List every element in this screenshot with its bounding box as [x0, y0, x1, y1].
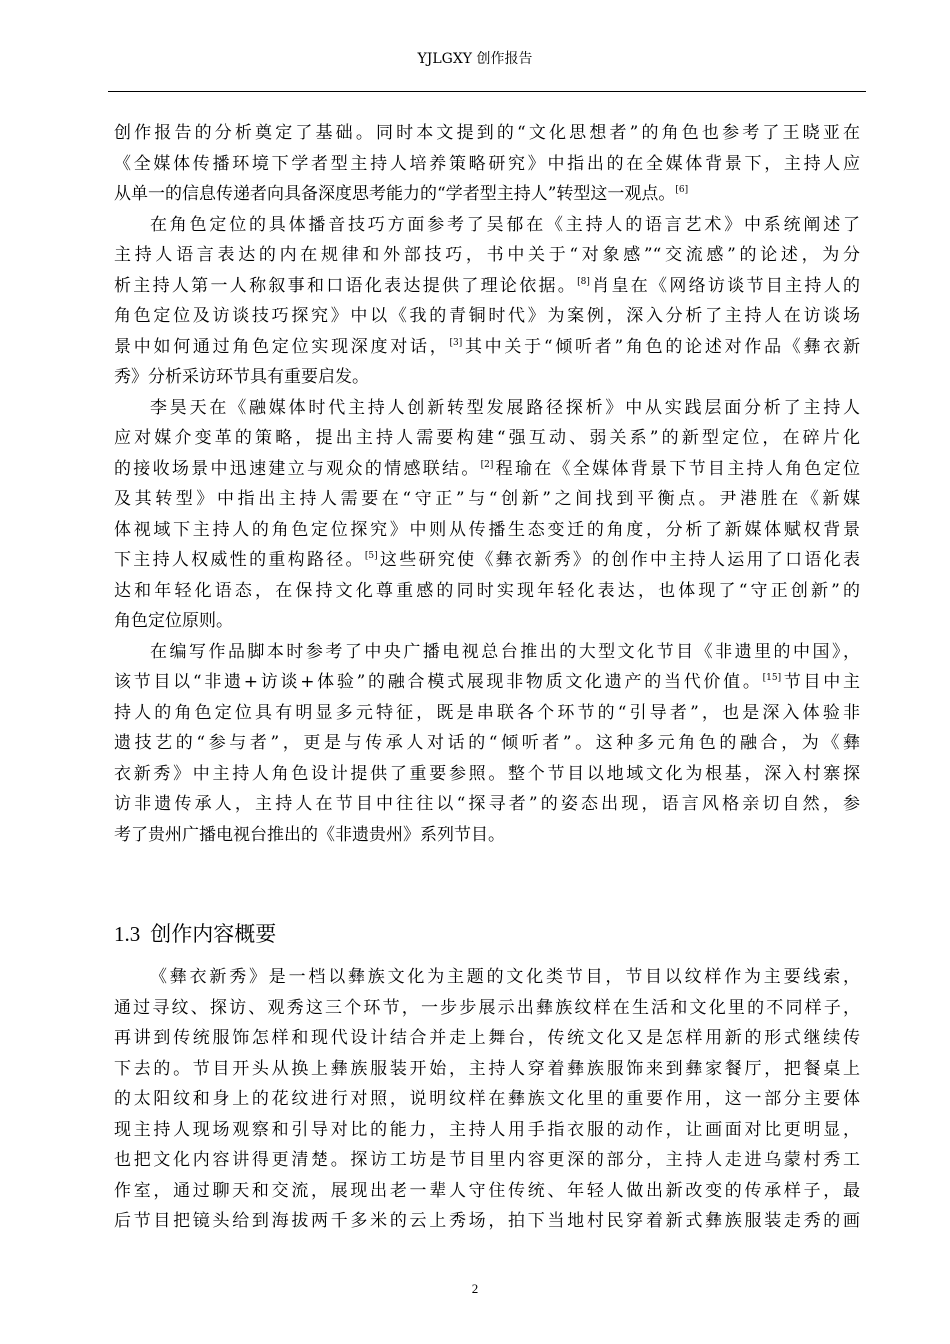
text-line — [114, 393, 860, 424]
citation-mark: [3] — [449, 337, 463, 348]
text-line — [114, 149, 860, 180]
citation-mark: [15] — [762, 673, 782, 683]
line-text: 再讲到传统服饰怎样和现代设计结合并走上舞台，传统文化又是怎样用新的形式继续传 — [114, 1028, 860, 1048]
citation-mark: [2] — [480, 459, 494, 470]
text-line — [114, 362, 860, 393]
line-text-continued: 节目中主 — [781, 672, 860, 692]
line-text: 也把文化内容讲得更清楚。探访工坊是节目里内容更深的部分，主持人走进乌蒙村秀工 — [114, 1150, 860, 1170]
citation-mark: [8] — [577, 276, 590, 287]
body-text-bottom — [114, 962, 860, 1237]
text-line — [114, 1084, 860, 1115]
text-line — [114, 515, 860, 546]
line-text: 体视域下主持人的角色定位探究》中则从传播生态变迁的角度，分析了新媒体赋权背景 — [114, 519, 860, 540]
line-text: 应对媒介变革的策略，提出主持人需要构建“强互动、弱关系”的新型定位，在碎片化 — [114, 428, 860, 448]
text-line — [114, 301, 860, 332]
text-line — [114, 759, 860, 790]
page-header: YJLGXY 创作报告 — [417, 51, 533, 67]
citation-mark: [6] — [675, 185, 689, 195]
line-text: 李昊天在《融媒体时代主持人创新转型发展路径探析》中从实践层面分析了主持人 — [150, 397, 860, 418]
line-text: 后节目把镜头给到海拔两千多米的云上秀场，拍下当地村民穿着新式彝族服装走秀的画 — [114, 1211, 860, 1231]
line-text: 下主持人权威性的重构路径。 — [114, 550, 365, 570]
text-line — [114, 820, 860, 851]
body-text-top — [114, 118, 860, 850]
line-text: 作室，通过聊天和交流，展现出老一辈人守住传统、年轻人做出新改变的传承样子，最 — [114, 1180, 860, 1201]
text-line — [114, 118, 860, 149]
text-line — [114, 962, 860, 993]
line-text: 该节目以“非遗+访谈+体验”的融合模式展现非物质文化遗产的当代价值。 — [114, 672, 763, 692]
line-text: 主持人语言表达的内在规律和外部技巧，书中关于“对象感”“交流感”的论述，为分 — [114, 245, 860, 265]
text-line — [114, 1176, 860, 1207]
line-text: 持人的角色定位具有明显多元特征，既是串联各个环节的“引导者”，也是深入体验非 — [114, 702, 860, 723]
text-line — [114, 576, 860, 607]
text-line — [114, 240, 860, 271]
text-line — [114, 1054, 860, 1085]
text-line — [114, 484, 860, 515]
section-title: 创作内容概要 — [150, 922, 277, 946]
header-divider — [108, 91, 866, 92]
text-line — [114, 454, 860, 485]
line-text: 访非遗传承人，主持人在节目中往往以“探寻者”的姿态出现，语言风格亲切自然，参 — [114, 794, 860, 814]
line-text-continued: 肖皇在《网络访谈节目主持人的 — [589, 275, 860, 296]
line-text-continued: 其中关于“倾听者”角色的论述对作品《彝衣新 — [462, 336, 860, 357]
text-line — [114, 1206, 860, 1237]
text-line — [114, 271, 860, 302]
text-line — [114, 789, 860, 820]
line-text: 的太阳纹和身上的花纹进行对照，说明纹样在彝族文化里的重要作用，这一部分主要体 — [114, 1089, 860, 1109]
line-text-continued: 程瑜在《全媒体背景下节目主持人角色定位 — [493, 458, 860, 479]
text-line — [114, 1145, 860, 1176]
line-text: 达和年轻化语态，在保持文化尊重感的同时实现年轻化表达，也体现了“守正创新”的 — [114, 580, 860, 601]
line-text: 《全媒体传播环境下学者型主持人培养策略研究》中指出的在全媒体背景下，主持人应 — [114, 153, 860, 174]
line-text-continued: 这些研究使《彝衣新秀》的创作中主持人运用了口语化表 — [377, 550, 860, 570]
line-text: 从单一的信息传递者向具备深度思考能力的“学者型主持人”转型这一观点。 — [114, 184, 676, 204]
line-text: 衣新秀》中主持人角色设计提供了重要参照。整个节目以地域文化为根基，深入村寨探 — [114, 763, 860, 784]
text-line — [114, 332, 860, 363]
line-text: 创作报告的分析奠定了基础。同时本文提到的“文化思想者”的角色也参考了王晓亚在 — [114, 123, 860, 143]
text-line — [114, 637, 860, 668]
page-number: 2 — [471, 1281, 479, 1296]
text-line — [114, 179, 860, 210]
text-line — [114, 1023, 860, 1054]
line-text: 秀》分析采访环节具有重要启发。 — [114, 367, 369, 387]
line-text: 考了贵州广播电视台推出的《非遗贵州》系列节目。 — [114, 824, 505, 845]
line-text: 通过寻纹、探访、观秀这三个环节，一步步展示出彝族纹样在生活和文化里的不同样子， — [114, 997, 860, 1018]
text-line — [114, 1115, 860, 1146]
text-line — [114, 423, 860, 454]
line-text: 遗技艺的“参与者”，更是与传承人对话的“倾听者”。这种多元角色的融合，为《彝 — [114, 733, 860, 753]
section-heading — [114, 918, 276, 948]
line-text: 及其转型》中指出主持人需要在“守正”与“创新”之间找到平衡点。尹港胜在《新媒 — [114, 489, 860, 509]
text-line — [114, 698, 860, 729]
line-text: 在角色定位的具体播音技巧方面参考了吴郁在《主持人的语言艺术》中系统阐述了 — [150, 214, 860, 235]
line-text: 《彝衣新秀》是一档以彝族文化为主题的文化类节目，节目以纹样作为主要线索， — [150, 967, 860, 987]
line-text: 在编写作品脚本时参考了中央广播电视总台推出的大型文化节目《非遗里的中国》， — [150, 641, 860, 662]
text-line — [114, 210, 860, 241]
text-line — [114, 606, 860, 637]
line-text: 的接收场景中迅速建立与观众的情感联结。 — [114, 458, 481, 479]
section-number: 1.3 — [114, 922, 141, 946]
line-text: 角色定位原则。 — [114, 611, 233, 631]
line-text: 角色定位及访谈技巧探究》中以《我的青铜时代》为案例，深入分析了主持人在访谈场 — [114, 306, 860, 326]
text-line — [114, 993, 860, 1024]
line-text: 现主持人现场观察和引导对比的能力，主持人用手指衣服的动作，让画面对比更明显， — [114, 1119, 860, 1140]
line-text: 析主持人第一人称叙事和口语化表达提供了理论依据。 — [114, 275, 578, 296]
text-line — [114, 545, 860, 576]
citation-mark: [5] — [364, 551, 378, 561]
text-line — [114, 667, 860, 698]
line-text: 景中如何通过角色定位实现深度对话， — [114, 336, 450, 357]
text-line — [114, 728, 860, 759]
line-text: 下去的。节目开头从换上彝族服装开始，主持人穿着彝族服饰来到彝家餐厅，把餐桌上 — [114, 1058, 860, 1079]
